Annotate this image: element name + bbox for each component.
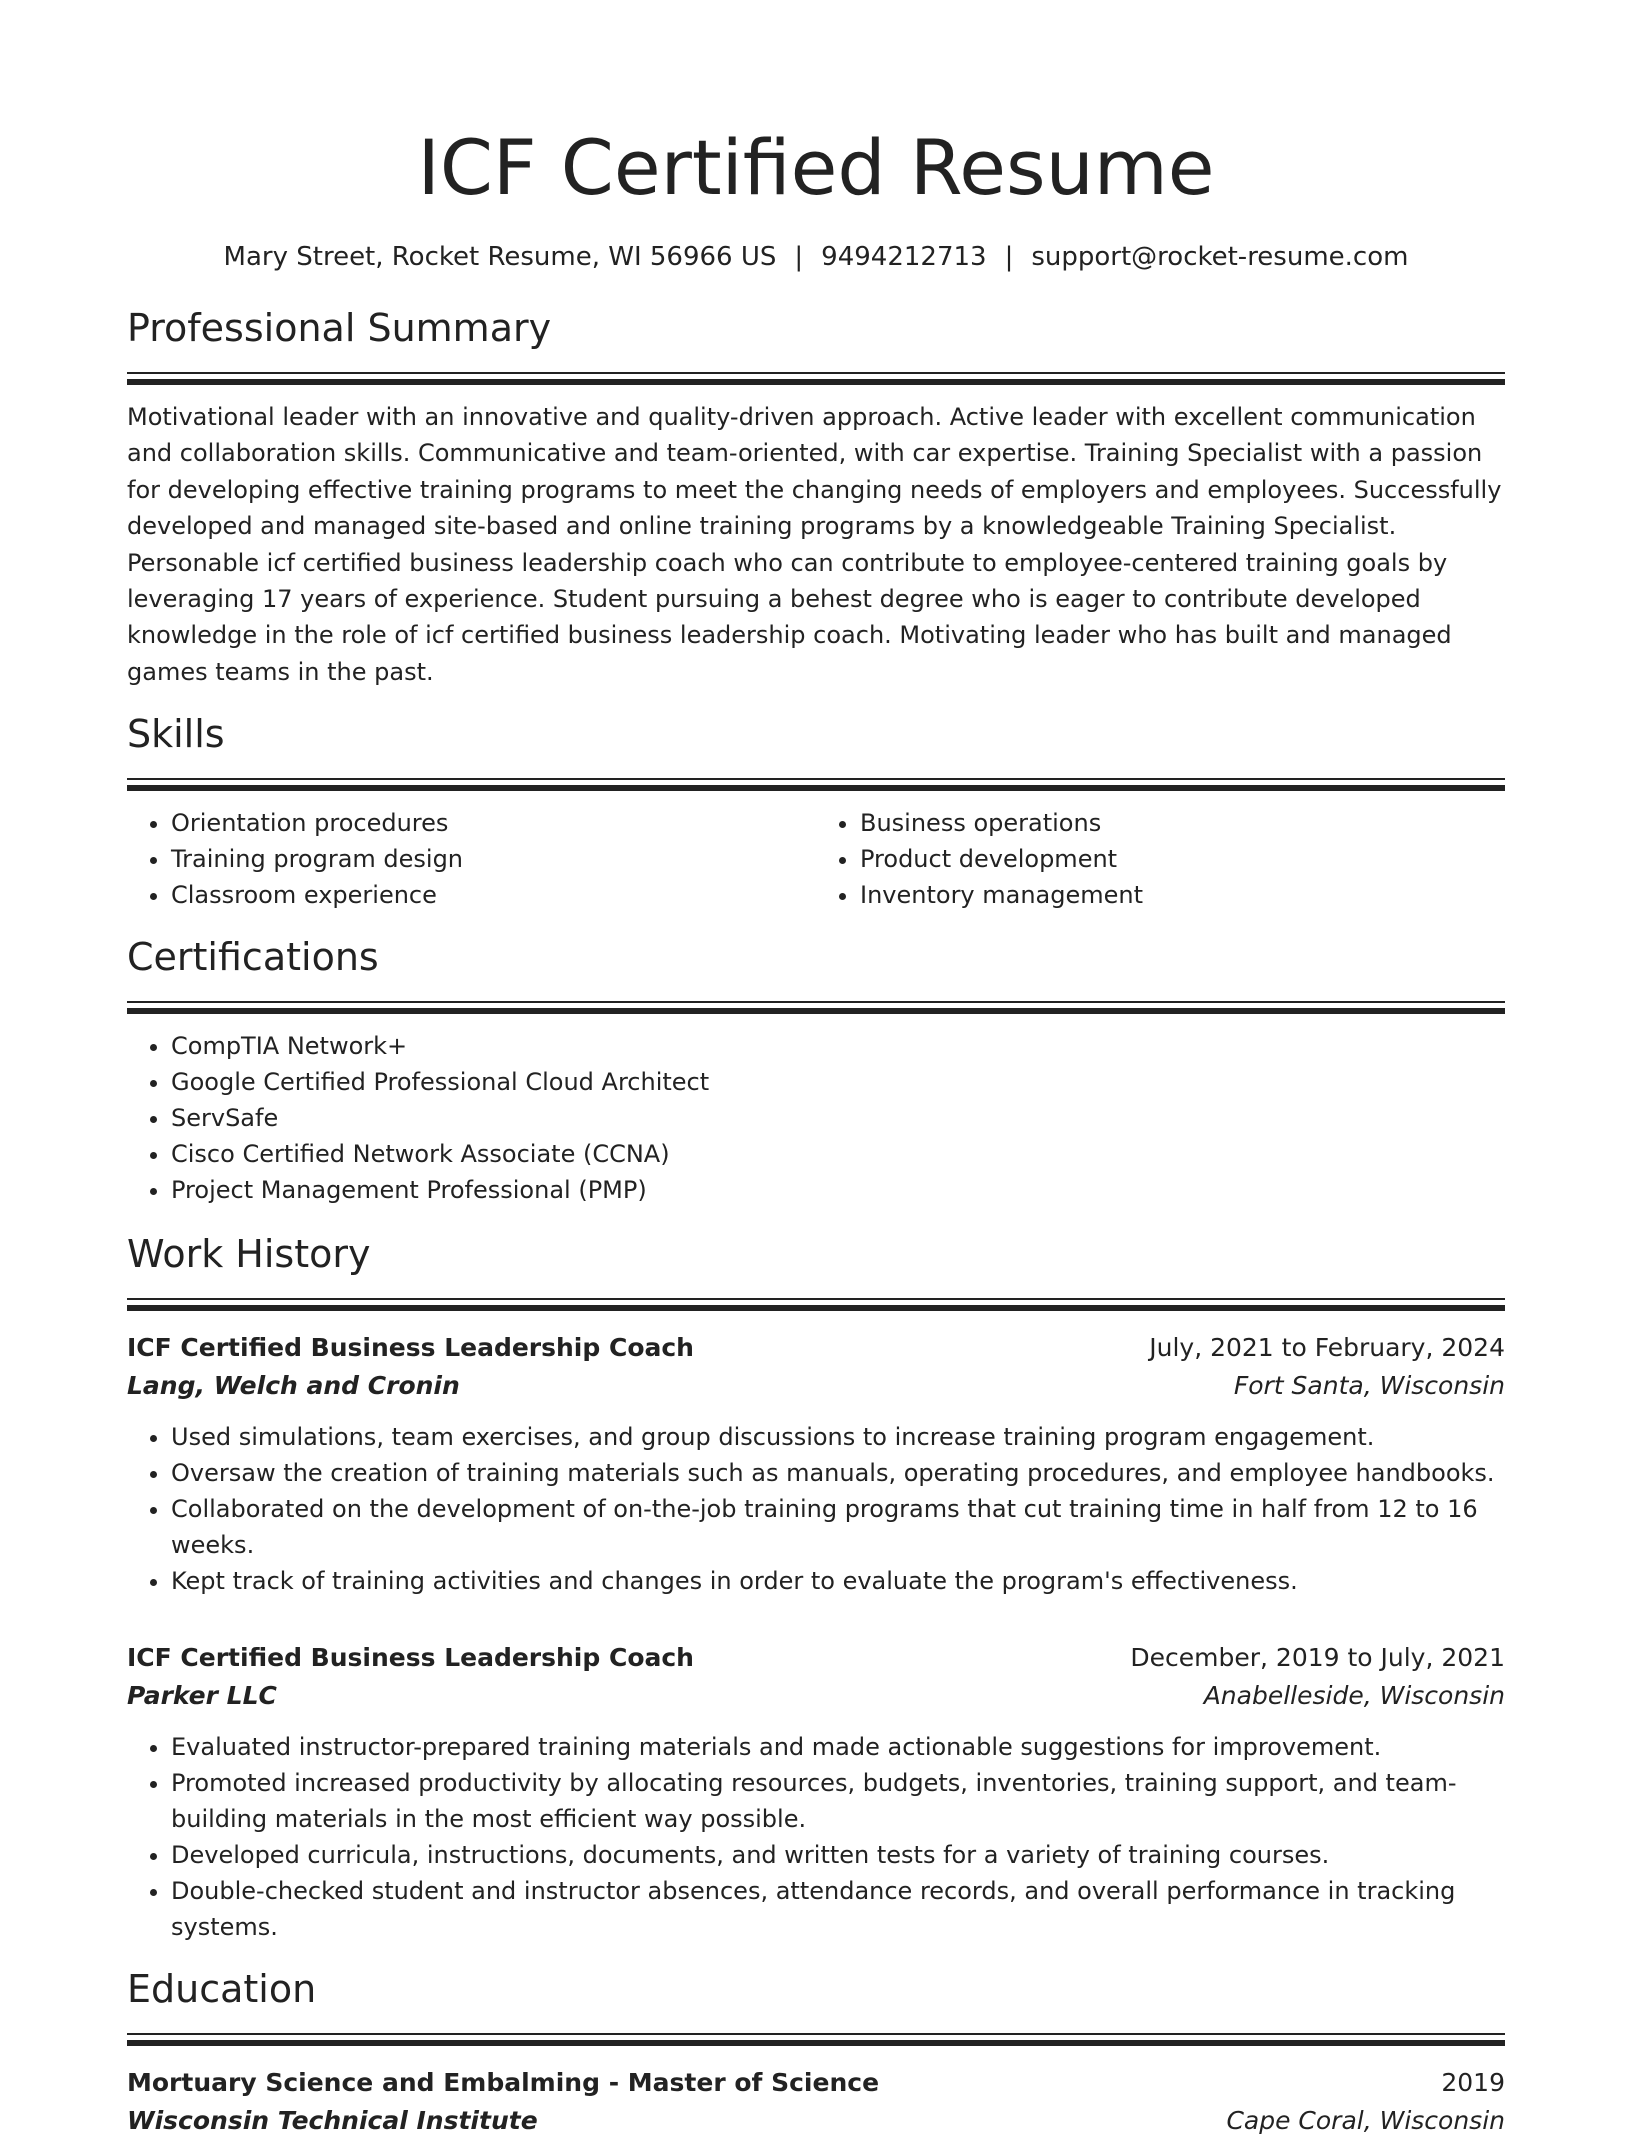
contact-address: Mary Street, Rocket Resume, WI 56966 US [223, 242, 777, 272]
job-title: ICF Certified Business Leadership Coach [127, 1643, 694, 1673]
job-company: Parker LLC [127, 1681, 277, 1711]
skills-list-left [127, 805, 816, 913]
education-header-row [127, 2064, 1505, 2102]
job-dates: December, 2019 to July, 2021 [1130, 1643, 1505, 1673]
work-history-section [127, 1230, 1505, 1945]
section-divider [127, 1001, 1505, 1014]
skill-item: • Product development [860, 841, 1505, 877]
certifications-list [127, 1028, 1505, 1208]
contact-line [127, 240, 1505, 274]
job-duties-list [127, 1729, 1505, 1945]
certification-item: • ServSafe [171, 1100, 1505, 1136]
skill-item: • Classroom experience [171, 877, 816, 913]
section-heading-certifications: Certifications [127, 935, 379, 980]
summary-text: Motivational leader with an innovative and quality-driven approach. Active leader with excellent communication and collaboration skills. Communicative and team-oriented, with car expertise. Training Specialist with a passion for developing effective training programs to meet the changing needs of employers and employees. Successfully developed and managed site-based and online training programs by a knowledgeable Training Specialist. Personable icf certified business leadership coach who can contribute to employee-centered training goals by leveraging 17 years of experience. Student pursuing a behest degree who is eager to contribute developed knowledge in the role of icf certified business leadership coach. Motivating leader who has built and managed games teams in the past. [127, 403, 1502, 686]
certification-item: • CompTIA Network+ [171, 1028, 1505, 1064]
contact-separator: | [1004, 242, 1014, 272]
job-title: ICF Certified Business Leadership Coach [127, 1333, 694, 1363]
job-company: Lang, Welch and Cronin [127, 1371, 460, 1401]
skill-item: • Business operations [860, 805, 1505, 841]
section-divider [127, 2033, 1505, 2046]
job-entry [127, 1639, 1505, 1945]
job-dates: July, 2021 to February, 2024 [1149, 1333, 1505, 1363]
resume-title: ICF Certified Resume [417, 123, 1215, 212]
job-duty-item: • Evaluated instructor-prepared training materials and made actionable suggestions for improvement. [171, 1729, 1505, 1765]
job-entry [127, 1329, 1505, 1599]
job-location: Anabelleside, Wisconsin [1203, 1681, 1505, 1711]
section-heading-work-history: Work History [127, 1232, 371, 1277]
job-duty-item: • Promoted increased productivity by allocating resources, budgets, inventories, training support, and team-building materials in the most efficient way possible. [171, 1765, 1505, 1837]
education-section [127, 1965, 1505, 2140]
job-header-row [127, 1639, 1505, 1677]
skills-list-right [816, 805, 1505, 913]
education-degree: Mortuary Science and Embalming - Master of Science [127, 2068, 880, 2098]
contact-email: support@rocket-resume.com [1031, 242, 1409, 272]
job-header-row [127, 1329, 1505, 1367]
education-school: Wisconsin Technical Institute [127, 2106, 538, 2136]
section-heading-summary: Professional Summary [127, 306, 552, 350]
section-divider [127, 778, 1505, 791]
certification-item: • Project Management Professional (PMP) [171, 1172, 1505, 1208]
job-duty-item: • Developed curricula, instructions, documents, and written tests for a variety of training courses. [171, 1837, 1505, 1873]
skill-item: • Inventory management [860, 877, 1505, 913]
skills-grid [127, 805, 1505, 913]
skills-section [127, 710, 1505, 913]
job-duty-item: • Used simulations, team exercises, and group discussions to increase training program engagement. [171, 1419, 1505, 1455]
skill-item: • Orientation procedures [171, 805, 816, 841]
section-divider [127, 372, 1505, 385]
contact-separator: | [794, 242, 804, 272]
section-divider [127, 1298, 1505, 1311]
job-employer-row [127, 1677, 1505, 1715]
education-year: 2019 [1441, 2068, 1505, 2098]
certification-item: • Cisco Certified Network Associate (CCNA) [171, 1136, 1505, 1172]
skill-item: • Training program design [171, 841, 816, 877]
job-duty-item: • Oversaw the creation of training materials such as manuals, operating procedures, and employee handbooks. [171, 1455, 1505, 1491]
job-duties-list [127, 1419, 1505, 1599]
education-location: Cape Coral, Wisconsin [1226, 2106, 1505, 2136]
job-duty-item: • Double-checked student and instructor absences, attendance records, and overall performance in tracking systems. [171, 1873, 1505, 1945]
contact-phone: 9494212713 [821, 242, 987, 272]
job-location: Fort Santa, Wisconsin [1233, 1371, 1505, 1401]
section-heading-skills: Skills [127, 712, 225, 757]
job-duty-item: • Collaborated on the development of on-the-job training programs that cut training time in half from 12 to 16 weeks. [171, 1491, 1505, 1563]
section-heading-education: Education [127, 1967, 317, 2012]
certifications-section [127, 933, 1505, 1208]
job-duty-item: • Kept track of training activities and changes in order to evaluate the program's effectiveness. [171, 1563, 1505, 1599]
education-entry [127, 2064, 1505, 2140]
education-school-row [127, 2102, 1505, 2140]
summary-section [127, 304, 1505, 690]
certification-item: • Google Certified Professional Cloud Architect [171, 1064, 1505, 1100]
job-employer-row [127, 1367, 1505, 1405]
